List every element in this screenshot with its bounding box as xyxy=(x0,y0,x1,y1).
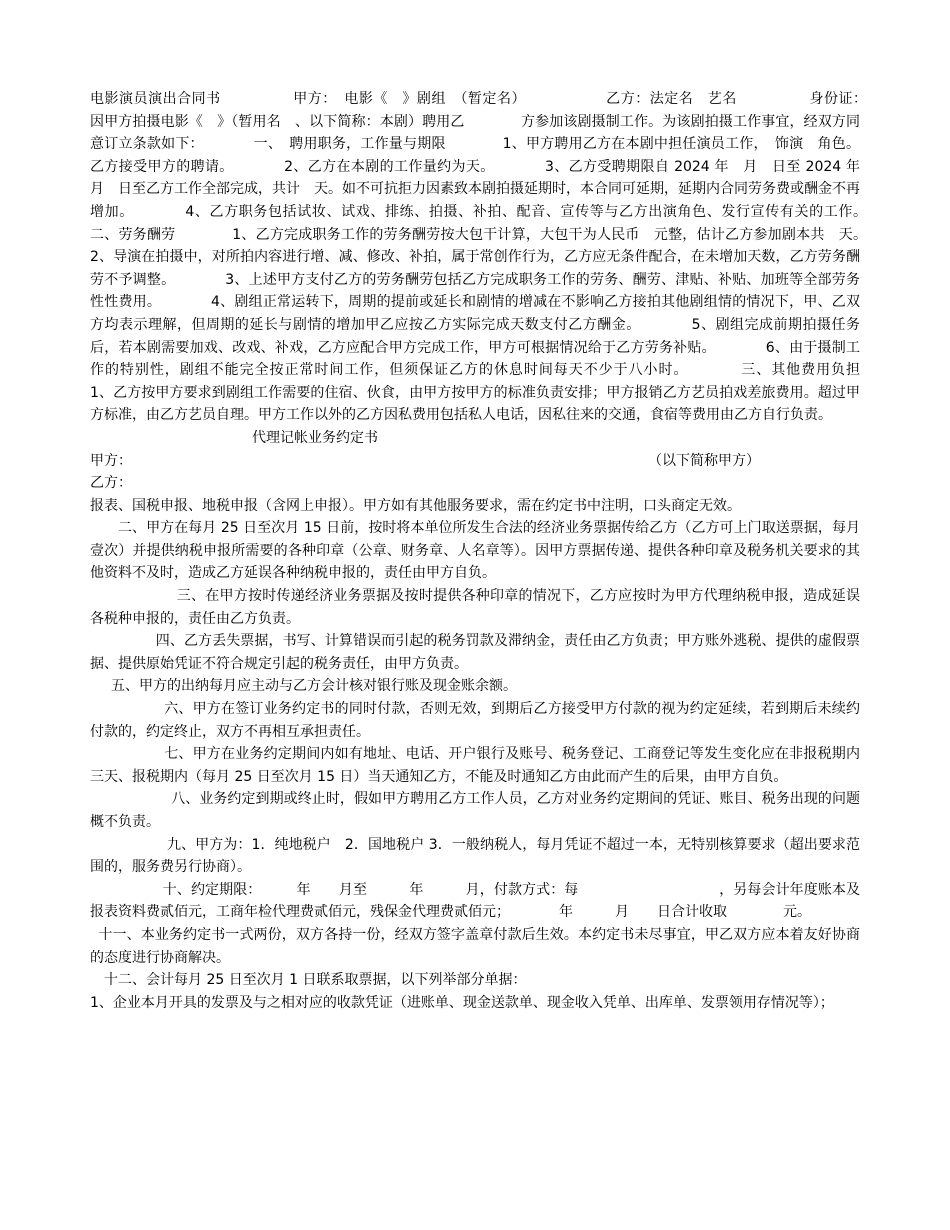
clause-seven: 七、甲方在业务约定期间内如有地址、电话、开户银行及账号、税务登记、工商登记等发生变化应在非报税期内三天、报税期内（每月 25 日至次月 15 日）当天通知乙方，不能及时通知乙方由此而产生的后果，由甲方自负。 xyxy=(90,746,860,785)
clause-ten: 十、约定期限： 年 月至 年 月，付款方式：每 ，另每会计年度账本及报表资料费贰佰元，工商年检代理费贰佰元，残保金代理费贰佰元； 年 月 日合计收取 元。 xyxy=(90,881,860,921)
bookkeeping-agreement-title: 代理记帐业务约定书 xyxy=(252,429,378,446)
film-actor-contract-text: 电影演员演出合同书 甲方： 电影《 》剧组 （暂定名） 乙方：法定名 艺名 身份证： 因甲方拍摄电影《 》（暂用名 、以下简称：本剧）聘用乙 方参加该剧摄制工作。为该剧拍摄工作事宜，经双方同意订立条款如下： 一、 聘用职务，工作量与期限 1、甲方聘用乙方在本剧中担任演员工作， 饰演 角色。乙方接受甲方的聘请。 2、乙方在本剧的工作量约为天。 3、乙方受聘期限自 2024 年 月 日至 2024 年 月 日至乙方工作全部完成，共计 天。如不可抗拒力因素致本剧拍摄延期时，本合同可延期，延期内合同劳务费或酬金不再增加。 4、乙方职务包括试妆、试戏、排练、拍摄、补拍、配音、宣传等与乙方出演角色、发行宣传有关的工作。 二、劳务酬劳 1、乙方完成职务工作的劳务酬劳按大包干计算，大包干为人民币 元整，估计乙方参加剧本共 天。 2、导演在拍摄中，对所拍内容进行增、减、修改、补拍，属于常创作行为，乙方应无条件配合，在未增加天数，乙方劳务酬劳不予调整。 3、上述甲方支付乙方的劳务酬劳包括乙方完成职务工作的劳务、酬劳、津贴、补贴、加班等全部劳务性性费用。 4、剧组正常运转下，周期的提前或延长和剧情的增减在不影响乙方接拍其他剧组情的情况下，甲、乙双方均表示理解，但周期的延长与剧情的增加甲乙应按乙方实际完成天数支付乙方酬金。 5、剧组完成前期拍摄任务后，若本剧需要加戏、改戏、补戏，乙方应配合甲方完成工作，甲方可根据情况给于乙方劳务补贴。 6、由于摄制工作的特别性，剧组不能完全按正常时间工作，但须保证乙方的休息时间每天不少于八小时。 三、其他费用负担 1、乙方按甲方要求到剧组工作需要的住宿、伙食，由甲方按甲方的标准负责安排；甲方报销乙方艺员拍戏差旅费用。超过甲方标准，由乙方艺员自理。甲方工作以外的乙方因私费用包括私人电话，因私往来的交通，食宿等费用由乙方自行负责。 xyxy=(90,91,916,424)
document-list-item-one: 1、企业本月开具的发票及与之相对应的收款凭证（进账单、现金送款单、现金收入凭单、出库单、发票领用存情况等）； xyxy=(90,994,834,1011)
clause-eleven: 十一、本业务约定书一式两份，双方各持一份，经双方签字盖章付款后生效。本约定书未尽事宜，甲乙双方应本着友好协商的态度进行协商解决。 xyxy=(90,926,860,966)
document-page xyxy=(90,88,916,1014)
party-a-line xyxy=(90,450,860,473)
clause-three: 三、在甲方按时传递经济业务票据及按时提供各种印章的情况下，乙方应按时为甲方代理纳税申报，造成延误各税种申报的，责任由乙方负责。 xyxy=(90,588,860,627)
party-a-abbreviation-note: （以下简称甲方） xyxy=(648,452,760,469)
clause-five: 五、甲方的出纳每月应主动与乙方会计核对银行账及现金账余额。 xyxy=(111,678,517,695)
party-a-label: 甲方： xyxy=(90,452,132,469)
party-b-label: 乙方： xyxy=(90,475,132,492)
clause-four: 四、乙方丢失票据，书写、计算错误而引起的税务罚款及滞纳金，责任由乙方负责；甲方账外逃税、提供的虚假票据、提供原始凭证不符合规定引起的税务责任，由甲方负责。 xyxy=(90,633,860,672)
clause-two: 二、甲方在每月 25 日至次月 15 日前，按时将本单位所发生合法的经济业务票据传给乙方（乙方可上门取送票据，每月壹次）并提供纳税申报所需要的各种印章（公章、财务章、人名章等）。因甲方票据传递、提供各种印章及税务机关要求的其他资料不及时，造成乙方延误各种纳税申报的，责任由甲方自负。 xyxy=(90,520,860,582)
clause-one-tail: 报表、国税申报、地税申报（含网上申报）。甲方如有其他服务要求，需在约定书中注明，口头商定无效。 xyxy=(90,497,741,514)
clause-six: 六、甲方在签订业务约定书的同时付款，否则无效，到期后乙方接受甲方付款的视为约定延续，若到期后未续约付款的，约定终止，双方不再相互承担责任。 xyxy=(90,701,860,740)
clause-eight: 八、业务约定到期或终止时，假如甲方聘用乙方工作人员，乙方对业务约定期间的凭证、账目、税务出现的问题概不负责。 xyxy=(90,791,860,830)
clause-twelve: 十二、会计每月 25 日至次月 1 日联系取票据，以下列举部分单据： xyxy=(104,972,527,989)
clause-nine: 九、甲方为：1．纯地税户 2．国地税户 3．一般纳税人，每月凭证不超过一本，无特别核算要求（超出要求范围的，服务费另行协商）。 xyxy=(90,836,860,876)
